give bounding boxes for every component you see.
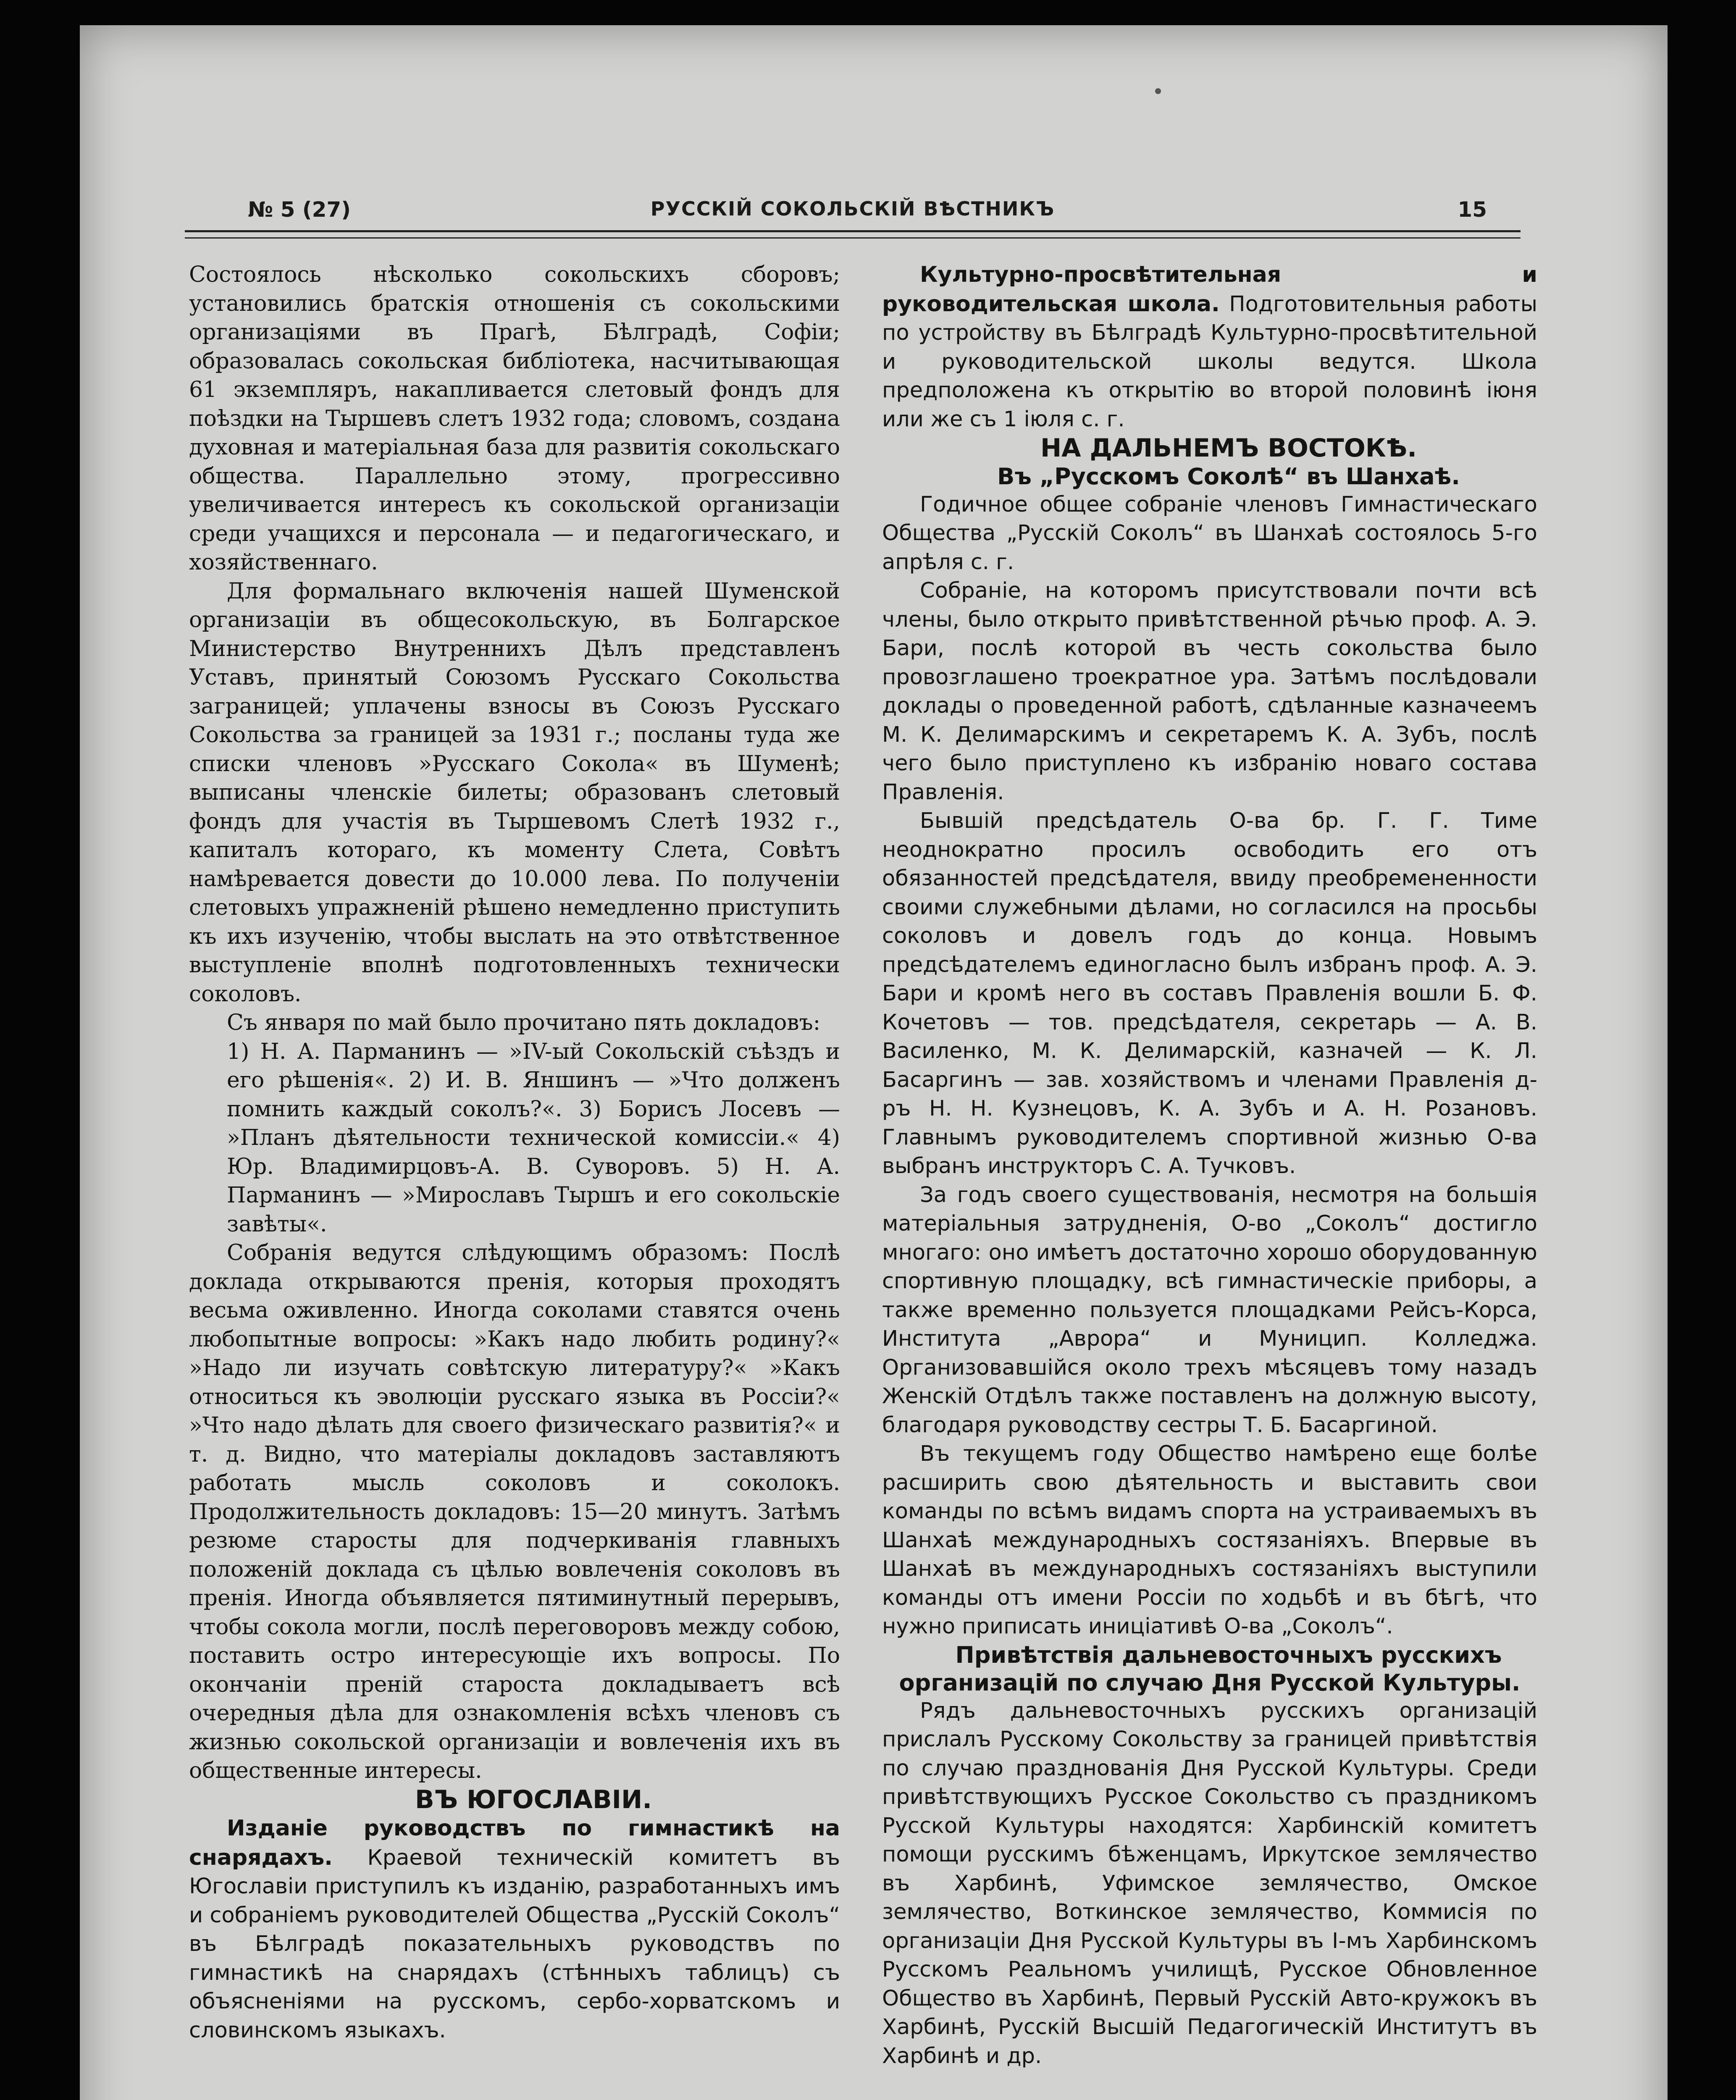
running-header: [185, 197, 1521, 231]
run-in-heading: Изданіе руководствъ по гимнастикѣ на снарядахъ.: [189, 1816, 840, 1870]
paragraph: Собранія ведутся слѣдующимъ образомъ: Послѣ доклада открываются пренія, которыя проходятъ весьма оживленно. Иногда соколами ставятся очень любопытные вопросы: »Какъ надо любить родину?« »Надо ли изучать совѣтскую литературу?« »Какъ относиться къ эволюціи русскаго языка въ Россіи?« »Что надо дѣлать для своего физическаго развитія?« и т. д. Видно, что матеріалы докладовъ заставляютъ работать мысль соколовъ и соколокъ. Продолжительность докладовъ: 15—20 минутъ. Затѣмъ резюме старосты для подчеркиванія главныхъ положеній доклада съ цѣлью вовлеченія соколовъ въ пренія. Иногда объявляется пятиминутный перерывъ, чтобы сокола могли, послѣ переговоровъ между собою, поставить остро интересующіе ихъ вопросы. По окончаніи преній староста докладываетъ всѣ очередныя дѣла для ознакомленія всѣхъ членовъ съ жизнью сокольской организаціи и вовлеченія ихъ въ общественные интересы.: [189, 1240, 840, 1783]
paragraph-text: Подготовительныя работы по устройству въ Бѣлградѣ Культурно-просвѣтительной и руководительской школы ведутся. Школа предположена къ открытію во второй половинѣ іюня или же съ 1 іюля с. г.: [882, 291, 1537, 432]
paragraph: Бывшій предсѣдатель О-ва бр. Г. Г. Тиме неоднократно просилъ освободить его отъ обязанностей предсѣдателя, ввиду преобремененности своими служебными дѣлами, но согласился на просьбы соколовъ и довелъ годъ до конца. Новымъ предсѣдателемъ единогласно былъ избранъ проф. А. Э. Бари и кромѣ него въ составъ Правленія вошли Б. Ф. Кочетовъ — тов. предсѣдателя, секретарь — А. В. Василенко, М. К. Делимарскій, казначей — К. Л. Басаргинъ — зав. хозяйствомъ и членами Правленія д-ръ Н. Н. Кузнецовъ, К. А. Зубъ и А. Н. Розановъ. Главнымъ руководителемъ спортивной жизнью О-ва выбранъ инструкторъ С. А. Тучковъ.: [882, 808, 1537, 1179]
journal-title: РУССКІЙ СОКОЛЬСКІЙ ВѢСТНИКЪ: [650, 197, 1055, 220]
paragraph: За годъ своего существованія, несмотря на большія матеріальныя затрудненія, О-во „Соколъ“ достигло многаго: оно имѣетъ достаточно хорошо оборудованную спортивную площадку, всѣ гимнастическіе приборы, а также временно пользуется площадками Рейсъ-Корса, Института „Аврора“ и Муницип. Колледжа. Организовавшійся около трехъ мѣсяцевъ тому назадъ Женскій Отдѣлъ также поставленъ на должную высоту, благодаря руководству сестры Т. Б. Басаргиной.: [882, 1182, 1537, 1438]
paragraph: Собраніе, на которомъ присутствовали почти всѣ члены, было открыто привѣтственной рѣчью проф. А. Э. Бари, послѣ которой въ честь сокольства было провозглашено троекратное ура. Затѣмъ послѣдовали доклады о проведенной работѣ, сдѣланные казначеемъ М. К. Делимарскимъ и секретаремъ К. А. Зубъ, послѣ чего было приступлено къ избранію новаго состава Правленія.: [882, 578, 1537, 805]
paragraph: Въ текущемъ году Общество намѣрено еще болѣе расширить свою дѣятельность и выставить свои команды по всѣмъ видамъ спорта на устраиваемыхъ въ Шанхаѣ международныхъ состязаніяхъ. Впервые въ Шанхаѣ въ международныхъ состязаніяхъ выступили команды отъ имени Россіи по ходьбѣ и въ бѣгѣ, что нужно приписать иниціативѣ О-ва „Соколъ“.: [882, 1441, 1537, 1639]
header-rule: [185, 230, 1521, 239]
paragraph: Для формальнаго включенія нашей Шуменской организаціи въ общесокольскую, въ Болгарское Министерство Внутреннихъ Дѣлъ представленъ Уставъ, принятый Союзомъ Русскаго Сокольства заграницей; уплачены взносы въ Союзъ Русскаго Сокольства за границей за 1931 г.; посланы туда же списки членовъ »Русскаго Сокола« въ Шуменѣ; выписаны членскіе билеты; образованъ слетовый фондъ для участія въ Тыршевомъ Слетѣ 1932 г., капиталъ котораго, къ моменту Слета, Совѣтъ намѣревается довести до 10.000 лева. По полученіи слетовыхъ упражненій рѣшено немедленно приступить къ ихъ изученію, чтобы выслать на это отвѣтственное выступленіе вполнѣ подготовленныхъ технически соколовъ.: [189, 578, 840, 1007]
left-column: [189, 260, 840, 2045]
paper-speck: [1155, 88, 1161, 94]
paragraph: [189, 1814, 840, 2045]
paragraph: Годичное общее собраніе членовъ Гимнастическаго Общества „Русскій Соколъ“ въ Шанхаѣ состоялось 5-го апрѣля с. г.: [882, 492, 1537, 575]
section-heading-yugoslavia: ВЪ ЮГОСЛАВІИ.: [415, 1785, 652, 1814]
paragraph: Съ января по май было прочитано пять докладовъ:: [227, 1010, 821, 1035]
right-column: [882, 260, 1537, 2071]
lecture-list: 1) Н. А. Парманинъ — »IV-ый Сокольскій съѣздъ и его рѣшенія«. 2) И. В. Яншинъ — »Что долженъ помнить каждый соколъ?«. 3) Борисъ Лосевъ — »Планъ дѣятельности технической комиссіи.« 4) Юр. Владимирцовъ-А. В. Суворовъ. 5) Н. А. Парманинъ — »Мирославъ Тыршъ и его сокольскіе завѣты«.: [227, 1039, 840, 1237]
run-in-heading: Культурно-просвѣтительная и руководительская школа.: [882, 262, 1537, 317]
section-heading-far-east: НА ДАЛЬНЕМЪ ВОСТОКѢ.: [1040, 433, 1417, 463]
paragraph: Рядъ дальневосточныхъ русскихъ организацій прислалъ Русскому Сокольству за границей привѣтствія по случаю празднованія Дня Русской Культуры. Среди привѣтствующихъ Русское Сокольство съ праздникомъ Русской Культуры находятся: Харбинскій комитетъ помощи русскимъ бѣженцамъ, Иркутское землячество въ Харбинѣ, Уфимское землячество, Омское землячество, Воткинское землячество, Коммисія по организаціи Дня Русской Культуры въ I-мъ Харбинскомъ Русскомъ Реальномъ училищѣ, Русское Обновленное Общество въ Харбинѣ, Первый Русскій Авто-кружокъ въ Харбинѣ, Русскій Высшій Педагогическій Институтъ въ Харбинѣ и др.: [882, 1698, 1537, 2068]
issue-number: № 5 (27): [248, 197, 351, 222]
paragraph: [882, 260, 1537, 434]
page-number: 15: [1458, 197, 1487, 222]
subheading-greetings: Привѣтствія дальневосточныхъ русскихъ организацій по случаю Дня Русской Культуры.: [899, 1641, 1521, 1696]
paragraph-text: Краевой техническій комитетъ въ Югославіи приступилъ къ изданію, разработанныхъ имъ и собраніемъ руководителей Общества „Русскій Соколъ“ въ Бѣлградѣ показательныхъ руководствъ по гимнастикѣ на снарядахъ (стѣнныхъ таблицъ) съ объясненіями на русскомъ, сербо-хорватскомъ и словинскомъ языкахъ.: [189, 1845, 840, 2043]
paragraph: Состоялось нѣсколько сокольскихъ сборовъ; установились братскія отношенія съ сокольскими организаціями въ Прагѣ, Бѣлградѣ, Софіи; образовалась сокольская библіотека, насчитывающая 61 экземпляръ, накапливается слетовый фондъ для поѣздки на Тыршевъ слетъ 1932 года; словомъ, создана духовная и матеріальная база для развитія сокольскаго общества. Параллельно этому, прогрессивно увеличивается интересъ къ сокольской организаціи среди учащихся и персонала — и педагогическаго, и хозяйственнаго.: [189, 262, 840, 575]
subheading-shanghai: Въ „Русскомъ Соколѣ“ въ Шанхаѣ.: [997, 463, 1460, 490]
